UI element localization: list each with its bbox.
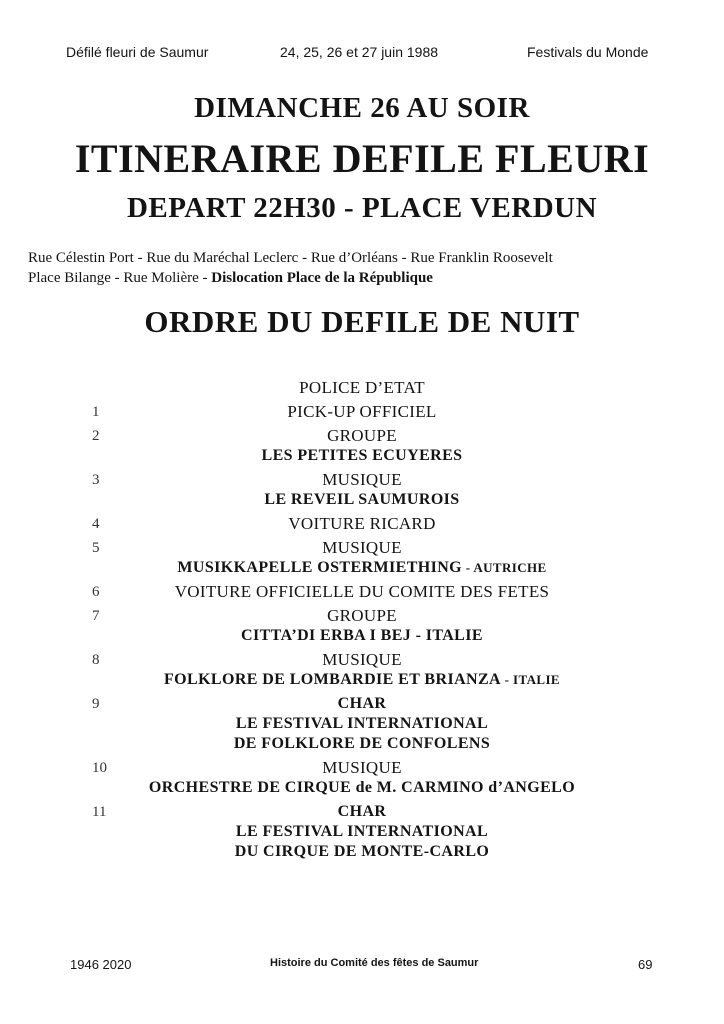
item-number: 6: [92, 584, 100, 600]
header-right: Festivals du Monde: [527, 44, 649, 60]
item-category: MUSIQUE: [322, 758, 402, 777]
item-number: 8: [92, 652, 100, 668]
item-name: [0, 714, 724, 734]
list-item: [0, 402, 724, 422]
list-item: [0, 514, 724, 534]
route-line-2-plain: Place Bilange - Rue Molière -: [28, 270, 212, 286]
item-country: - ITALIE: [501, 672, 560, 687]
section-title: ORDRE DU DEFILE DE NUIT: [144, 304, 580, 339]
item-category: GROUPE: [327, 426, 397, 445]
item-name-text: LE FESTIVAL INTERNATIONAL: [235, 715, 489, 732]
list-item: [0, 694, 724, 754]
title-line-1: DIMANCHE 26 AU SOIR: [194, 92, 530, 124]
item-category: PICK-UP OFFICIEL: [287, 402, 437, 421]
route-line-1: Rue Célestin Port - Rue du Maréchal Leclerc - Rue d’Orléans - Rue Franklin Roosevelt: [28, 250, 553, 266]
title-line-3: DEPART 22H30 - PLACE VERDUN: [126, 192, 598, 224]
item-number: 10: [92, 760, 107, 776]
item-name-text: CITTA’DI ERBA I BEJ - ITALIE: [241, 627, 483, 644]
item-name-text: LES PETITES ECUYERES: [261, 447, 463, 464]
footer-center: Histoire du Comité des fêtes de Saumur: [270, 957, 479, 969]
item-number: 11: [92, 804, 107, 820]
item-category: CHAR: [337, 695, 387, 712]
list-item: [0, 378, 724, 398]
item-name: [0, 490, 724, 510]
list-item: [0, 802, 724, 862]
list-item: [0, 426, 724, 466]
title-line-2: ITINERAIRE DEFILE FLEURI: [74, 136, 650, 181]
item-name: [0, 778, 724, 798]
item-number: 7: [92, 608, 100, 624]
parade-order-list: [0, 378, 724, 866]
item-country: - AUTRICHE: [462, 560, 547, 575]
item-name: [0, 446, 724, 466]
list-item: [0, 470, 724, 510]
list-item: [0, 606, 724, 646]
item-name: [0, 626, 724, 646]
item-name-text: MUSIKKAPELLE OSTERMIETHING: [177, 559, 463, 576]
item-number: 5: [92, 540, 100, 556]
list-item: [0, 538, 724, 578]
list-item: [0, 650, 724, 690]
item-category: POLICE D’ETAT: [299, 378, 425, 397]
item-number: 3: [92, 472, 100, 488]
footer-page-number: 69: [638, 957, 653, 972]
header-left: Défilé fleuri de Saumur: [66, 44, 209, 60]
list-item: [0, 582, 724, 602]
item-name: [0, 558, 724, 578]
route-line-2: [28, 270, 433, 287]
item-category: MUSIQUE: [322, 470, 402, 489]
item-category: MUSIQUE: [322, 538, 402, 557]
item-name-line-2: DU CIRQUE DE MONTE-CARLO: [234, 843, 490, 860]
footer-left: 1946 2020: [70, 957, 132, 972]
item-category: MUSIQUE: [322, 650, 402, 669]
item-name: [0, 670, 724, 690]
item-category: CHAR: [337, 803, 387, 820]
item-category: GROUPE: [327, 606, 397, 625]
route-dislocation: Dislocation Place de la République: [211, 270, 433, 286]
item-name-text: LE REVEIL SAUMUROIS: [264, 491, 460, 508]
header-center: 24, 25, 26 et 27 juin 1988: [280, 44, 439, 60]
item-category: VOITURE OFFICIELLE DU COMITE DES FETES: [174, 582, 550, 601]
item-number: 2: [92, 428, 100, 444]
item-number: 1: [92, 404, 100, 420]
item-name-line-2: DE FOLKLORE DE CONFOLENS: [233, 735, 491, 752]
item-name-text: FOLKLORE DE LOMBARDIE ET BRIANZA: [164, 671, 502, 688]
item-number: 4: [92, 516, 100, 532]
item-number: 9: [92, 696, 100, 712]
item-name: [0, 822, 724, 842]
item-name-text: ORCHESTRE DE CIRQUE de M. CARMINO d’ANGELO: [148, 779, 576, 796]
item-name-text: LE FESTIVAL INTERNATIONAL: [235, 823, 489, 840]
item-category: VOITURE RICARD: [288, 514, 436, 533]
list-item: [0, 758, 724, 798]
